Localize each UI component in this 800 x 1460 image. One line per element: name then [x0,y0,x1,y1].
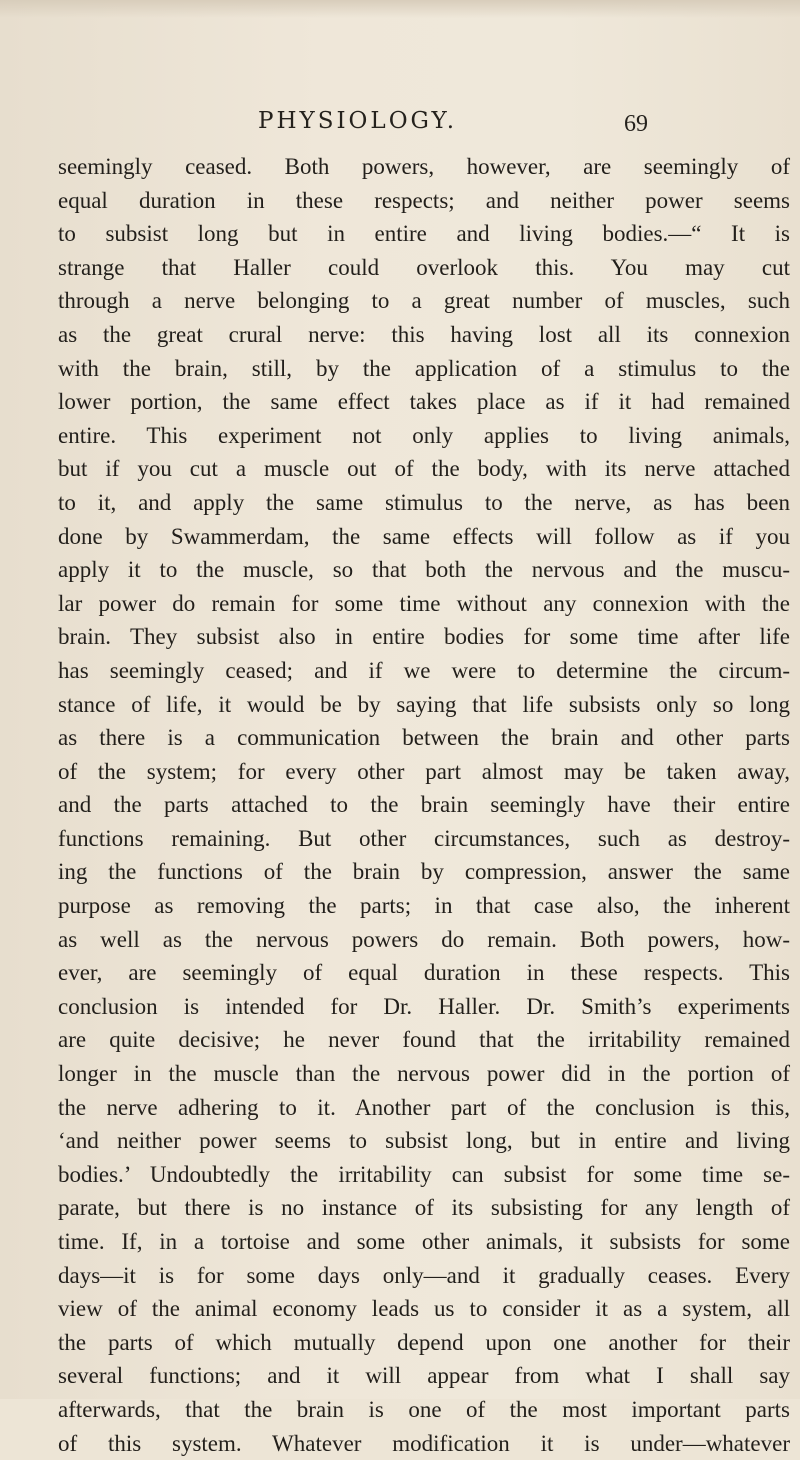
text-line: functions remaining. But other circumstances, such as destroy- [58,825,790,851]
text-line: afterwards, that the brain is one of the most important parts [58,1396,790,1422]
text-line: view of the animal economy leads us to consider it as a system, all [58,1296,790,1322]
text-line: lar power do remain for some time without any connexion with the [58,590,790,616]
text-line: of the system; for every other part almost may be taken away, [58,758,790,784]
text-line: and the parts attached to the brain seemingly have their entire [58,792,790,818]
text-line: ever, are seemingly of equal duration in these respects. This [58,960,790,986]
text-line: apply it to the muscle, so that both the nervous and the muscu- [58,557,790,583]
text-line: as well as the nervous powers do remain. Both powers, how- [58,926,790,952]
text-line: are quite decisive; he never found that the irritability remained [58,1027,790,1053]
text-line: with the brain, still, by the application of a stimulus to the [58,355,790,381]
text-line: ing the functions of the brain by compression, answer the same [58,859,790,885]
text-line: has seemingly ceased; and if we were to determine the circum- [58,657,790,683]
text-line: lower portion, the same effect takes place as if it had remained [58,389,790,415]
text-line: bodies.’ Undoubtedly the irritability can subsist for some time se- [58,1161,790,1187]
text-line: to subsist long but in entire and living bodies.—“ It is [58,221,790,247]
text-line: parate, but there is no instance of its subsisting for any length of [58,1195,790,1221]
text-line: of this system. Whatever modification it is under—whatever [58,1430,790,1456]
text-line: stance of life, it would be by saying that life subsists only so long [58,691,790,717]
text-line: entire. This experiment not only applies to living animals, [58,422,790,448]
text-line: conclusion is intended for Dr. Haller. Dr. Smith’s experiments [58,993,790,1019]
text-line: through a nerve belonging to a great number of muscles, such [58,288,790,314]
text-line: several functions; and it will appear from what I shall say [58,1363,790,1389]
text-line: longer in the muscle than the nervous power did in the portion of [58,1061,790,1087]
text-line: done by Swammerdam, the same effects will follow as if you [58,523,790,549]
text-line: strange that Haller could overlook this. You may cut [58,254,790,280]
text-line: purpose as removing the parts; in that case also, the inherent [58,893,790,919]
text-line: time. If, in a tortoise and some other animals, it subsists for some [58,1229,790,1254]
text-line: equal duration in these respects; and neither power seems [58,187,790,213]
text-line: days—it is for some days only—and it gradually ceases. Every [58,1262,790,1288]
text-line: the parts of which mutually depend upon one another for their [58,1329,790,1355]
text-line: to it, and apply the same stimulus to the nerve, as has been [58,489,790,515]
text-line: but if you cut a muscle out of the body, with its nerve attached [58,456,790,482]
body-text [58,150,790,1460]
text-line: brain. They subsist also in entire bodies for some time after life [58,624,790,650]
text-line: as there is a communication between the brain and other parts [58,725,790,751]
text-line: the nerve adhering to it. Another part of the conclusion is this, [58,1094,790,1120]
text-line: seemingly ceased. Both powers, however, are seemingly of [58,154,790,179]
running-title: PHYSIOLOGY. [258,108,458,134]
text-line: ‘and neither power seems to subsist long, but in entire and living [58,1128,790,1154]
page-number: 69 [624,111,648,137]
running-head [0,108,800,142]
text-line: as the great crural nerve: this having lost all its connexion [58,321,790,347]
